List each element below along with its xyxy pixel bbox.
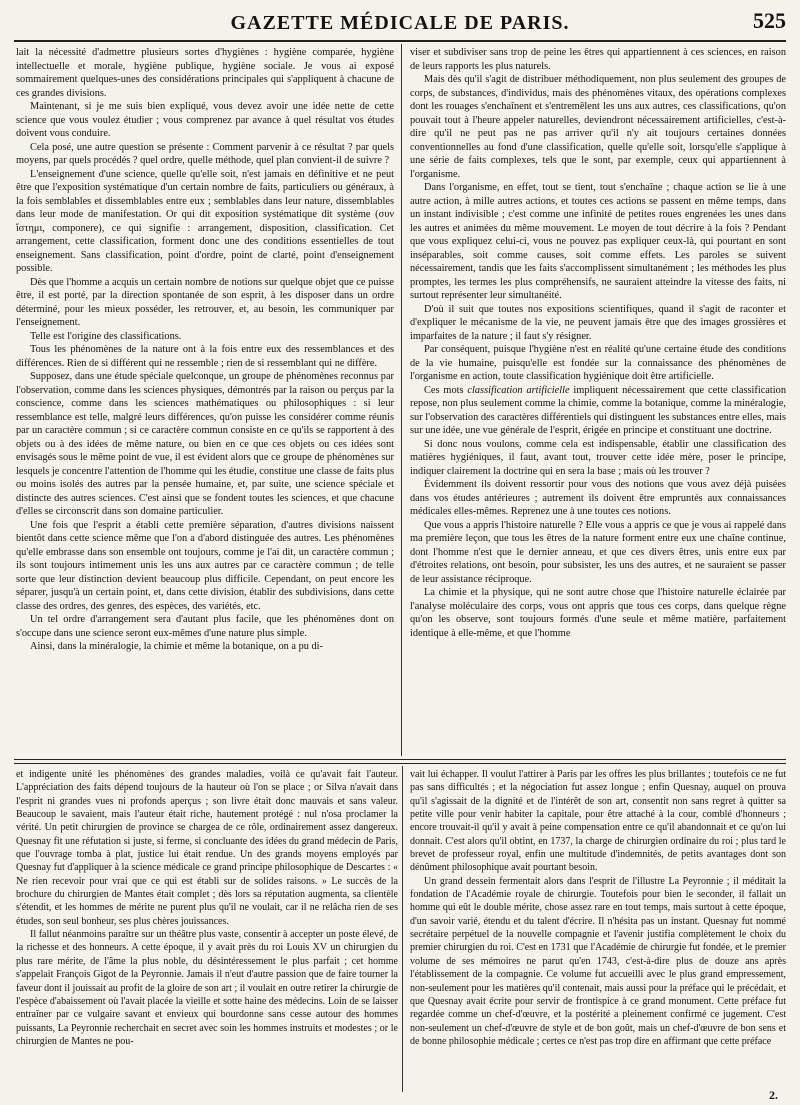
paragraph: Évidemment ils doivent ressortir pour vous des notions que vous avez déjà puisées dans vos études antérieures ; autrement ils doivent être empruntés aux connaissances médicales elles-mêmes. Reprenez une à une toutes ces notions. (410, 479, 786, 517)
column-divider-top (401, 44, 402, 756)
article-column-top-left (16, 46, 394, 752)
paragraph: Dans l'organisme, en effet, tout se tient, tout s'enchaîne ; chaque action se lie à une autre action, à mille autres actions, et toutes ces actions se passent en même temps, dans un instant indivisible ; c'est comme une infinité de petites roues engrenées les unes dans les autres et animées du même mouvement. Le moyen de tout décrire à la fois ? Pendant que vous expliquez celui-ci, vous ne pouvez pas expliquer ceux-là, qui pourtant en sont inséparables, soit comme causes, soit comme effets. Les paroles se suivent nécessairement, tandis que les faits s'accomplissent simultanément ; les méthodes les plus promptes, les termes les plus compréhensifs, ne sauraient atteindre la vitesse des faits, ni surtout représenter leur simultanéité. (410, 182, 786, 301)
page-number: 525 (753, 8, 786, 33)
paragraph: vait lui échapper. Il voulut l'attirer à Paris par les offres les plus brillantes ; toutefois ce ne fut pas sans difficultés ; et la négociation fut assez longue ; enfin Quesnay, auquel on prouva qu'il s'agissait de la dignité et de l'intérêt de son art, consentit non sans regret à quitter sa petite ville pour venir habiter la capitale, pour être attaché à la cour, comblé d'honneurs ; encore trouvait-il qu'il y avait à peine compensation entre ce qu'il abandonnait et ce qu'on lui donnait. C'est alors qu'il obtint, en 1737, la charge de chirurgien ordinaire du roi ; plus tard le brevet de professeur royal, enfin une multitude d'indemnités, de petits avantages dont son dénûment philosophique avait pourtant besoin. (410, 769, 786, 874)
paragraph: D'où il suit que toutes nos expositions scientifiques, quand il s'agit de raconter et d'expliquer le mécanisme de la vie, ne peuvent jamais être que des images grossières et imparfaites de la nature ; il faut s'y résigner. (410, 303, 786, 342)
paragraph: Si donc nous voulons, comme cela est indispensable, établir une classification des matières hygiéniques, il faut, avant tout, trouver cette idée mère, poser le principe, indiquer clairement la doctrine qui en sera la base ; mais où les trouver ? (410, 438, 786, 477)
journal-title: GAZETTE MÉDICALE DE PARIS. (230, 12, 570, 34)
section-rule (14, 759, 786, 760)
paragraph: Mais dès qu'il s'agit de distribuer méthodiquement, non plus seulement des groupes de corps, de substances, d'individus, mais des phénomènes vitaux, des opérations complexes dont les rouages s'enchaînent et s'entremêlent les uns aux autres, ces classifications, qu'on pouvait tout à l'heure appeler naturelles, deviendront nécessairement artificielles, c'est-à-dire qu'il ne peut pas ne pas arriver qu'il n'y ait toujours certaines données conventionnelles au fond d'une classification, quelle qu'elle soit, lorsqu'elle s'applique à une série de faits complexes, tels que le sont, par exemple, ceux qui appartiennent à l'organisme. (410, 74, 786, 180)
paragraph: Un tel ordre d'arrangement sera d'autant plus facile, que les phénomènes dont on s'occupe dans une science seront eux-mêmes d'une nature plus simple. (16, 614, 394, 639)
paragraph: Il fallut néanmoins paraître sur un théâtre plus vaste, consentir à accepter un poste élevé, de la richesse et des honneurs. A cette époque, il y avait près du roi Louis XV un chirurgien du plus rare mérite, de l'âme la plus noble, du désintéressement le plus parfait ; cet homme s'appelait François Gigot de la Peyronnie. Jamais il n'eut d'autre passion que de faire tourner la faveur dont il jouissait au profit de la gloire de son art ; il voulait en outre retirer la chirurgie de l'espèce d'abaissement où l'avait placée la vieille et sotte haine des médecins. Loin de se laisser entraîner par ce vulgaire savant et envieux qui bourdonne sans cesse autour des hommes puissants, La Peyronnie recherchait en secret avec soin les hommes instruits et modestes ; or le chirurgien de Mantes ne pou- (16, 929, 398, 1047)
page-header (14, 8, 786, 42)
paragraph: La chimie et la physique, qui ne sont autre chose que l'histoire naturelle éclairée par l'analyse moléculaire des corps, vous ont appris que tous ces corps, dans quelque règne qu'on les observe, sont toujours formés d'une seule et même matière, parfaitement identique à elle-même, et que l'homme (410, 587, 786, 639)
paragraph: Que vous a appris l'histoire naturelle ? Elle vous a appris ce que je vous ai rappelé dans ma première leçon, que tous les êtres de la nature forment entre eux une chaîne continue, dont l'homme n'est que le dernier anneau, et que ces divers êtres, unis entre eux par d'étroites relations, ont besoin, pour subsister, les uns des autres, et ne sauraient se passer de leur assistance réciproque. (410, 519, 786, 585)
article-column-top-right (410, 46, 786, 752)
paragraph: L'enseignement d'une science, quelle qu'elle soit, n'est jamais en définitive et ne peut être que l'exposition systématique d'un certain nombre de faits, particuliers ou généraux, à la fois semblables et dissemblables entre eux ; semblables dans leur nature, dissemblables dans leur mode de manifestation. Or qui dit exposition systématique dit système (συν ἵστημι, componere), ce qui signifie : arrangement, disposition, classification. Cet arrangement, cette classification, forment donc une des conditions essentielles de tout enseignement. Sans classification, point d'ordre, point de clarté, point d'enseignement possible. (16, 168, 394, 274)
feuilleton-column-left (16, 768, 398, 1090)
column-divider-bottom (402, 766, 403, 1092)
paragraph: Tous les phénomènes de la nature ont à la fois entre eux des ressemblances et des différences. Rien de si différent qui ne ressemble ; rien de si ressemblant qui ne diffère. (16, 344, 394, 369)
paragraph: Dès que l'homme a acquis un certain nombre de notions sur quelque objet que ce puisse être, il est porté, par la direction spontanée de son esprit, à les disposer dans un ordre déterminé, pour les mieux posséder, les retrouver, et, au besoin, les communiquer par l'enseignement. (16, 276, 394, 328)
signature-mark: 2. (769, 1088, 778, 1102)
paragraph: viser et subdiviser sans trop de peine les êtres qui appartiennent à ces sciences, en raison de leurs rapports les plus naturels. (410, 47, 786, 72)
paragraph: Ainsi, dans la minéralogie, la chimie et même la botanique, on a pu di- (30, 641, 323, 652)
paragraph: et indigente unité les phénomènes des grandes maladies, voilà ce qu'avait fait l'auteur. L'appréciation des faits dépend toujours de la hauteur où l'on se place ; or Silva n'avait dans l'esprit ni grandes vues ni profonds aperçus ; son livre était donc mauvais et sans valeur. Beaucoup le savaient, mais l'auteur était riche, hautement protégé : nul n'osa proclamer la vérité. Un petit chirurgien de province se chargea de ce rôle, ordinairement assez dangereux. Quesnay fit une réfutation si juste, si ferme, si concluante des idées du grand médecin de Paris, que l'ouvrage tomba à plat, justice lui était rendue. Un des grands moyens employés par Quesnay fut d'appliquer à la science médicale ce grand principe philosophique de Descartes : « Ne rien recevoir pour vrai que ce qui est établi sur de solides raisons. » Le succès de la brochure du chirurgien de Mantes était complet ; dès lors sa réputation augmenta, sa clientèle s'étendit, et les hommes de mérite ne purent plus qu'il ne voulait, car il ne relâcha rien de ses études, son seul bonheur, ses plus chères jouissances. (16, 769, 398, 927)
paragraph: Cela posé, une autre question se présente : Comment parvenir à ce résultat ? par quels moyens, par quels procédés ? quel ordre, quelle méthode, quel plan convient-il de suivre ? (16, 141, 394, 166)
paragraph: Une fois que l'esprit a établi cette première séparation, d'autres divisions naissent bientôt dans cette science même que l'on a d'abord distinguée des autres. Les phénomènes qu'elle embrasse dans son ensemble ont toujours, comme je l'ai dit, un caractère commun ; ils sont toujours intimement unis les uns aux autres par ce caractère commun ; de telle sorte que leur distinction devient beaucoup plus difficile. Cependant, on peut encore les séparer, jusqu'à un certain point, et, dans cette division, établir des subdivisions, dans cette classe des ordres, des genres, des espèces, des variétés, etc. (16, 519, 394, 612)
paragraph: Ces mots classification artificielle impliquent nécessairement que cette classification repose, non plus seulement comme la chimie, comme la botanique, comme la minéralogie, sur l'observation des caractères différentiels qui distinguent les substances entre elles, mais sur une idée, une vue générale de l'esprit, érigée en principe et constituant une doctrine. (410, 384, 786, 436)
paragraph: Par conséquent, puisque l'hygiène n'est en réalité qu'une certaine étude des conditions de la vie humaine, puisqu'elle est fondée sur la connaissance des phénomènes de l'organisme en action, toute classification hygiénique doit être artificielle. (410, 344, 786, 382)
paragraph: Telle est l'origine des classifications. (30, 330, 182, 342)
paragraph: Maintenant, si je me suis bien expliqué, vous devez avoir une idée nette de cette science que vous voulez étudier ; vous comprenez par avance à quel résultat vos études doivent vous conduire. (16, 101, 394, 139)
paragraph: Supposez, dans une étude spéciale quelconque, un groupe de phénomènes reconnus par l'observation, comme dans les sciences physiques, démontrés par la raison ou perçus par la conscience, comme dans les sciences mathématiques ou philosophiques : si leur ressemblance est telle, malgré leurs différences, qu'on puisse les considérer comme réunis par un caractère commun ; si ce caractère commun consiste en ce qu'ils se rapportent à des objets ou à des idées de même nature, ou bien en ce que ces objets ou ces idées sont envisagés sous le même point de vue, il est évident alors que ce groupe de phénomènes sur lesquels je concentre l'attention de l'homme qui les étudie, constitue une classe de faits plus ou moins isolés des autres par la pensée humaine, et, par suite, une science spéciale et distincte des autres sciences. C'est ainsi que se fondent toutes les sciences, et que chacune d'elles se circonscrit dans son domaine particulier. (16, 371, 394, 517)
feuilleton-column-right (410, 768, 786, 1090)
section-rule (14, 763, 786, 764)
paragraph: Un grand dessein fermentait alors dans l'esprit de l'illustre La Peyronnie ; il méditait la fondation de l'Académie royale de chirurgie. Toutefois pour bien le seconder, il fallait un homme qui eût le double mérite, chose assez rare en tout temps, mais surtout à cette époque, d'un savoir varié, étendu et du talent d'écrire. Il n'hésita pas un instant. Quesnay fut nommé secrétaire perpétuel de la nouvelle compagnie et l'avenir justifia complètement le choix du premier chirurgien du roi. C'est en 1731 que l'Académie de chirurgie fut fondée, et le premier volume de ses mémoires ne parut qu'en 1743, c'est-à-dire plus de douze ans après l'établissement de la compagnie. Ce volume fut accueilli avec le plus grand empressement, non-seulement pour les matières qu'il contenait, mais aussi pour la préface qui le précédait, et que Quesnay avait écrite pour servir de frontispice à ce grand monument. Cette préface fut regardée comme un chef-d'œuvre, et la postérité a pleinement confirmé ce jugement. C'est non-seulement un chef-d'œuvre de style et de bon goût, mais un chef-d'œuvre de bon sens et de bonne philosophie médicale ; certes ce n'est pas trop dire en affirmant que cette préface (410, 875, 786, 1047)
paragraph: lait la nécessité d'admettre plusieurs sortes d'hygiènes : hygiène comparée, hygiène intellectuelle et morale, hygiène publique, hygiène sociale. Je vous ai exposé sommairement quelques-unes des considérations principales qui s'appliquent à chacune de ces grandes divisions. (16, 47, 394, 99)
header-rule (14, 40, 786, 42)
